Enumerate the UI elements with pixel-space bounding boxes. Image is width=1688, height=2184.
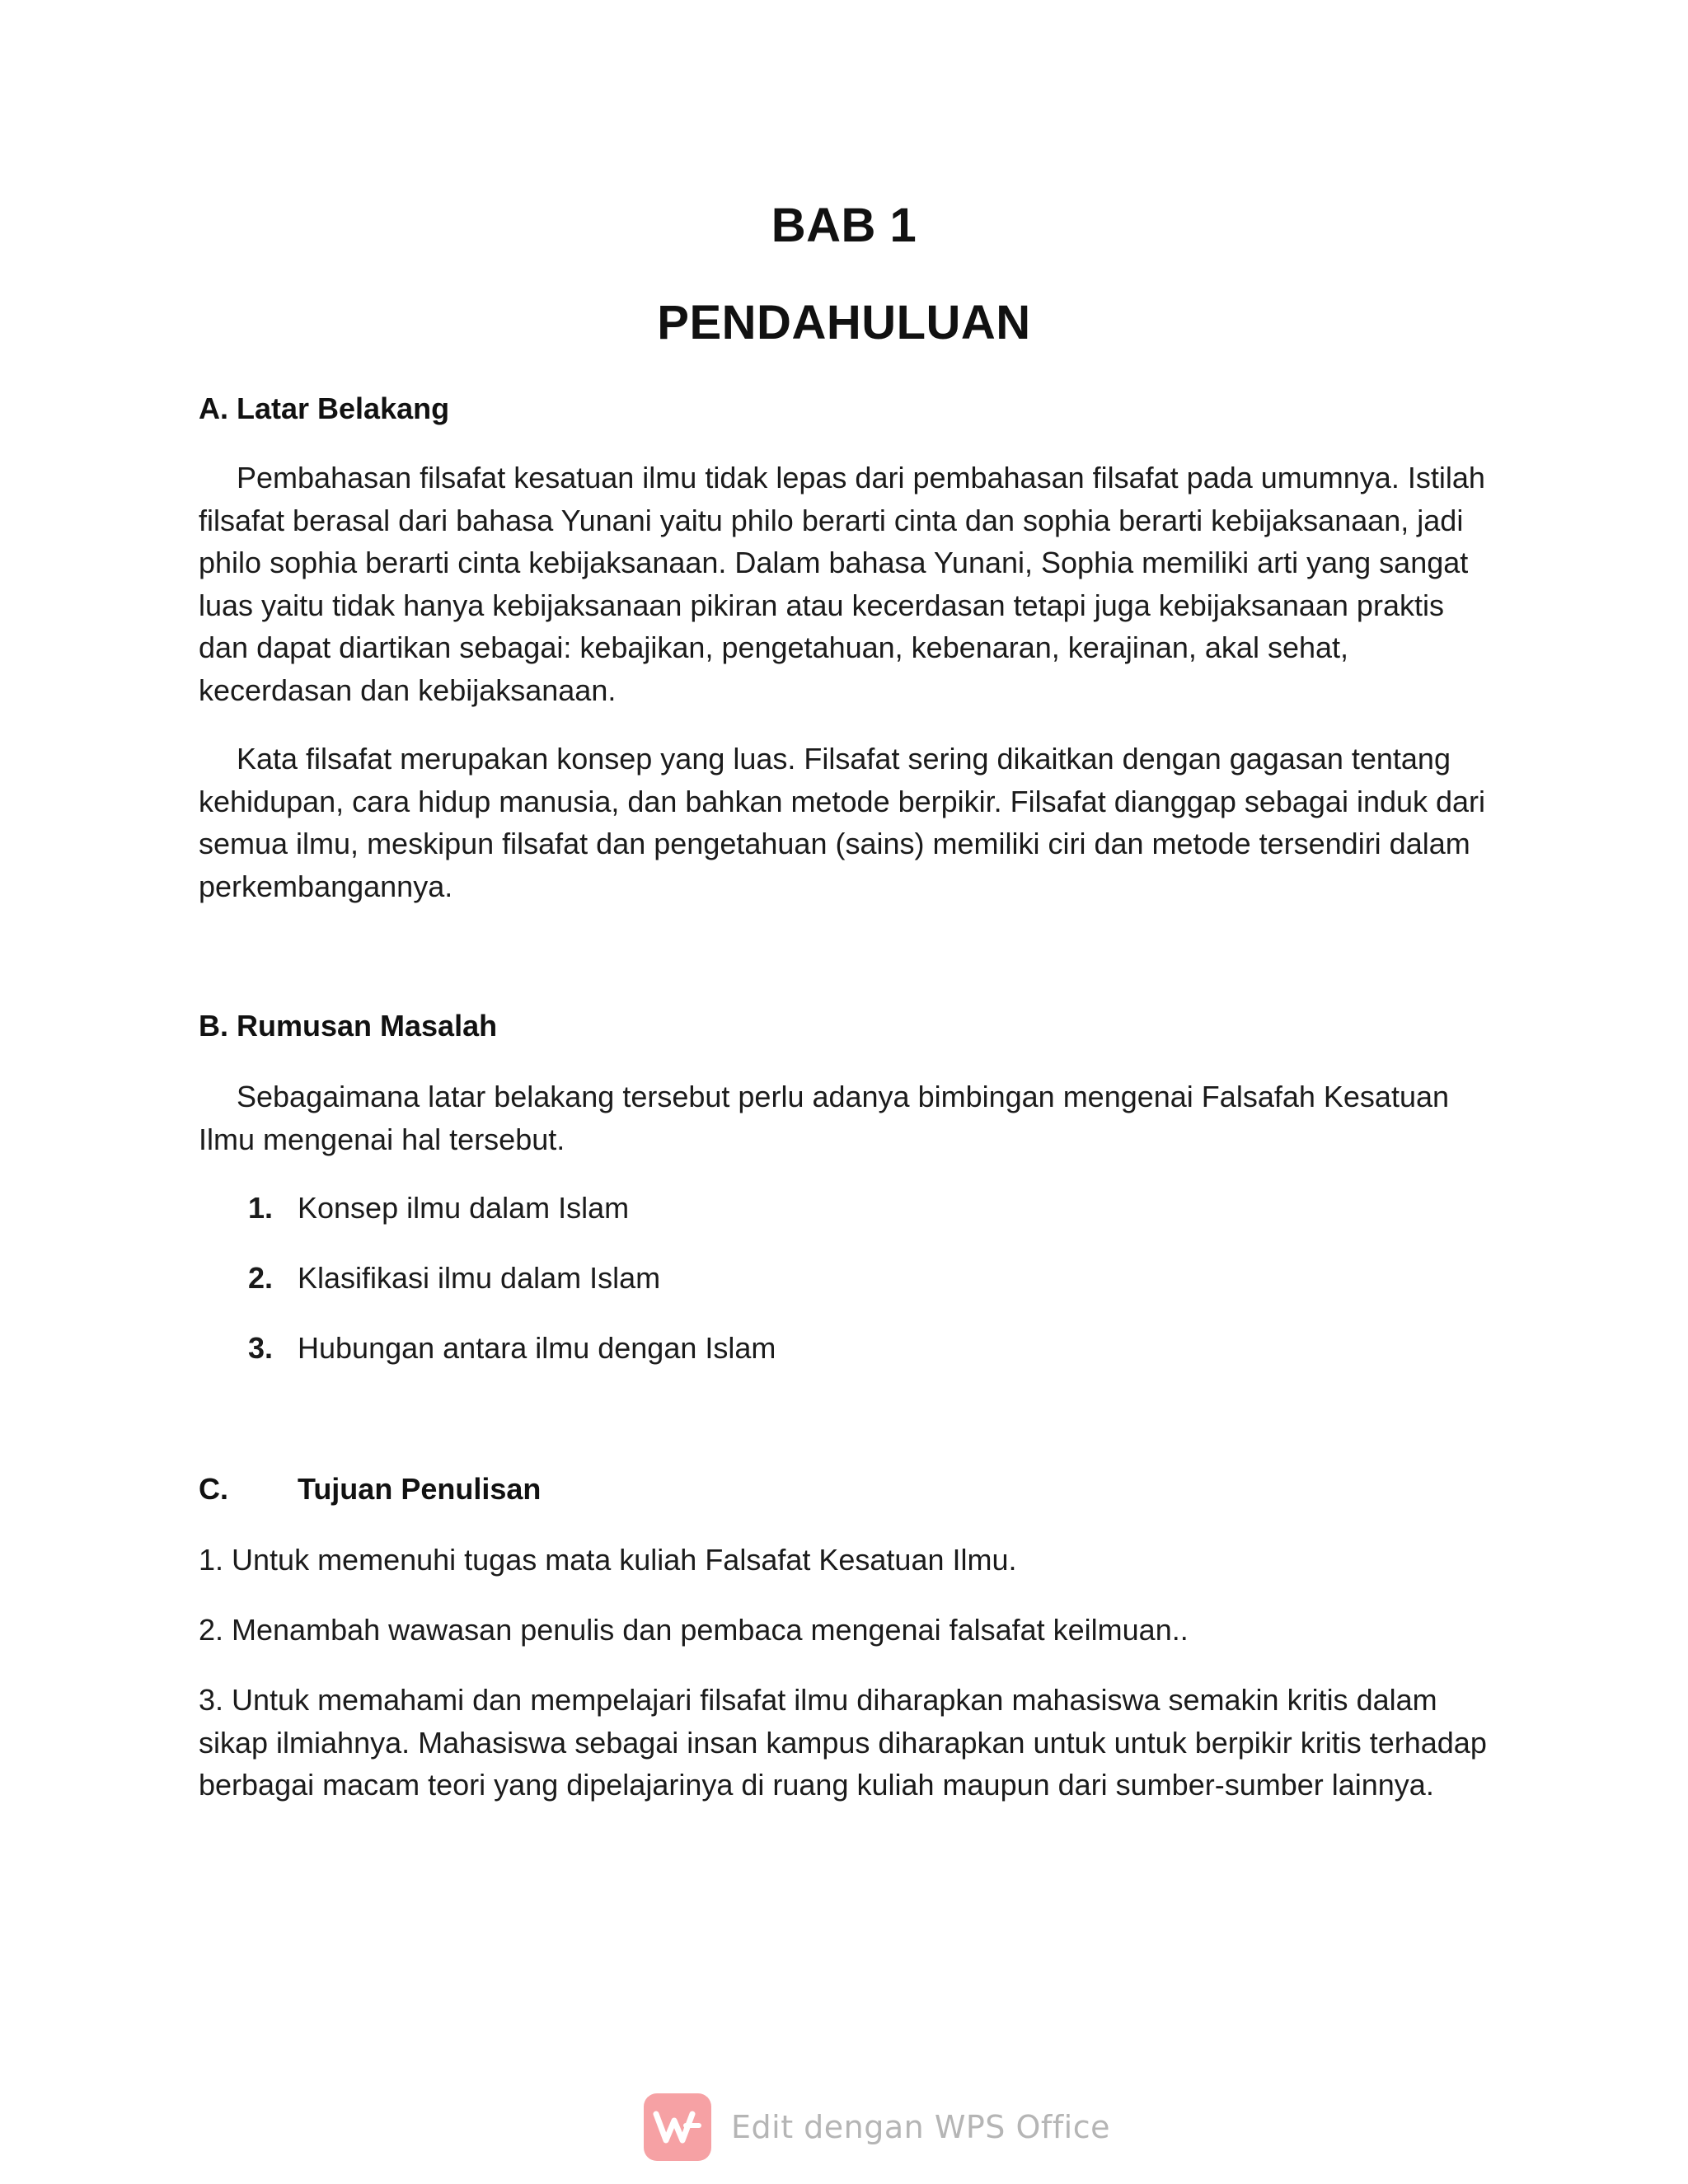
section-b-heading: B. Rumusan Masalah [199, 1009, 498, 1043]
wps-office-logo-icon [644, 2093, 711, 2161]
section-c-item-1: 1. Untuk memenuhi tugas mata kuliah Falsafat Kesatuan Ilmu. [199, 1543, 1017, 1577]
section-b-paragraph: Sebagaimana latar belakang tersebut perlu adanya bimbingan mengenai Falsafah Kesatuan Ilmu mengenai hal tersebut. [199, 1080, 1450, 1156]
section-c-item-2: 2. Menambah wawasan penulis dan pembaca mengenai falsafat keilmuan.. [199, 1613, 1189, 1647]
list-item-number: 1. [248, 1191, 274, 1225]
chapter-number: BAB 1 [771, 199, 917, 252]
section-c-title: Tujuan Penulisan [298, 1472, 542, 1506]
section-c-item-3: 3. Untuk memahami dan mempelajari filsafat ilmu diharapkan mahasiswa semakin kritis dalam sikap ilmiahnya. Mahasiswa sebagai insan kampus diharapkan untuk untuk berpikir kritis terhadap berbagai macam teori yang dipelajarinya di ruang kuliah maupun dari sumber-sumber lainnya. [199, 1683, 1487, 1802]
list-item-number: 2. [248, 1261, 274, 1295]
list-item-number: 3. [248, 1331, 274, 1365]
wps-edit-watermark[interactable] [644, 2093, 1110, 2161]
chapter-title: PENDAHULUAN [657, 296, 1031, 349]
list-item-text: Konsep ilmu dalam Islam [298, 1191, 630, 1225]
section-a-heading: A. Latar Belakang [199, 391, 450, 425]
list-item-text: Hubungan antara ilmu dengan Islam [298, 1331, 776, 1365]
wps-watermark-text: Edit dengan WPS Office [731, 2109, 1111, 2145]
section-c-letter: C. [199, 1472, 228, 1506]
section-a-paragraph-1: Pembahasan filsafat kesatuan ilmu tidak lepas dari pembahasan filsafat pada umumnya. Istilah filsafat berasal dari bahasa Yunani yaitu philo berarti cinta dan sophia berarti kebijaksanaan, jadi philo sophia berarti cinta kebijaksanaan. Dalam bahasa Yunani, Sophia memiliki arti yang sangat luas yaitu tidak hanya kebijaksanaan pikiran atau kecerdasan tetapi juga kebijaksanaan praktis dan dapat diartikan sebagai: kebajikan, pengetahuan, kebenaran, kerajinan, akal sehat, kecerdasan dan kebijaksanaan. [199, 461, 1485, 707]
section-a-paragraph-2: Kata filsafat merupakan konsep yang luas. Filsafat sering dikaitkan dengan gagasan tentang kehidupan, cara hidup manusia, dan bahkan metode berpikir. Filsafat dianggap sebagai induk dari semua ilmu, meskipun filsafat dan pengetahuan (sains) memiliki ciri dan metode tersendiri dalam perkembangannya. [199, 742, 1486, 903]
list-item-text: Klasifikasi ilmu dalam Islam [298, 1261, 661, 1295]
